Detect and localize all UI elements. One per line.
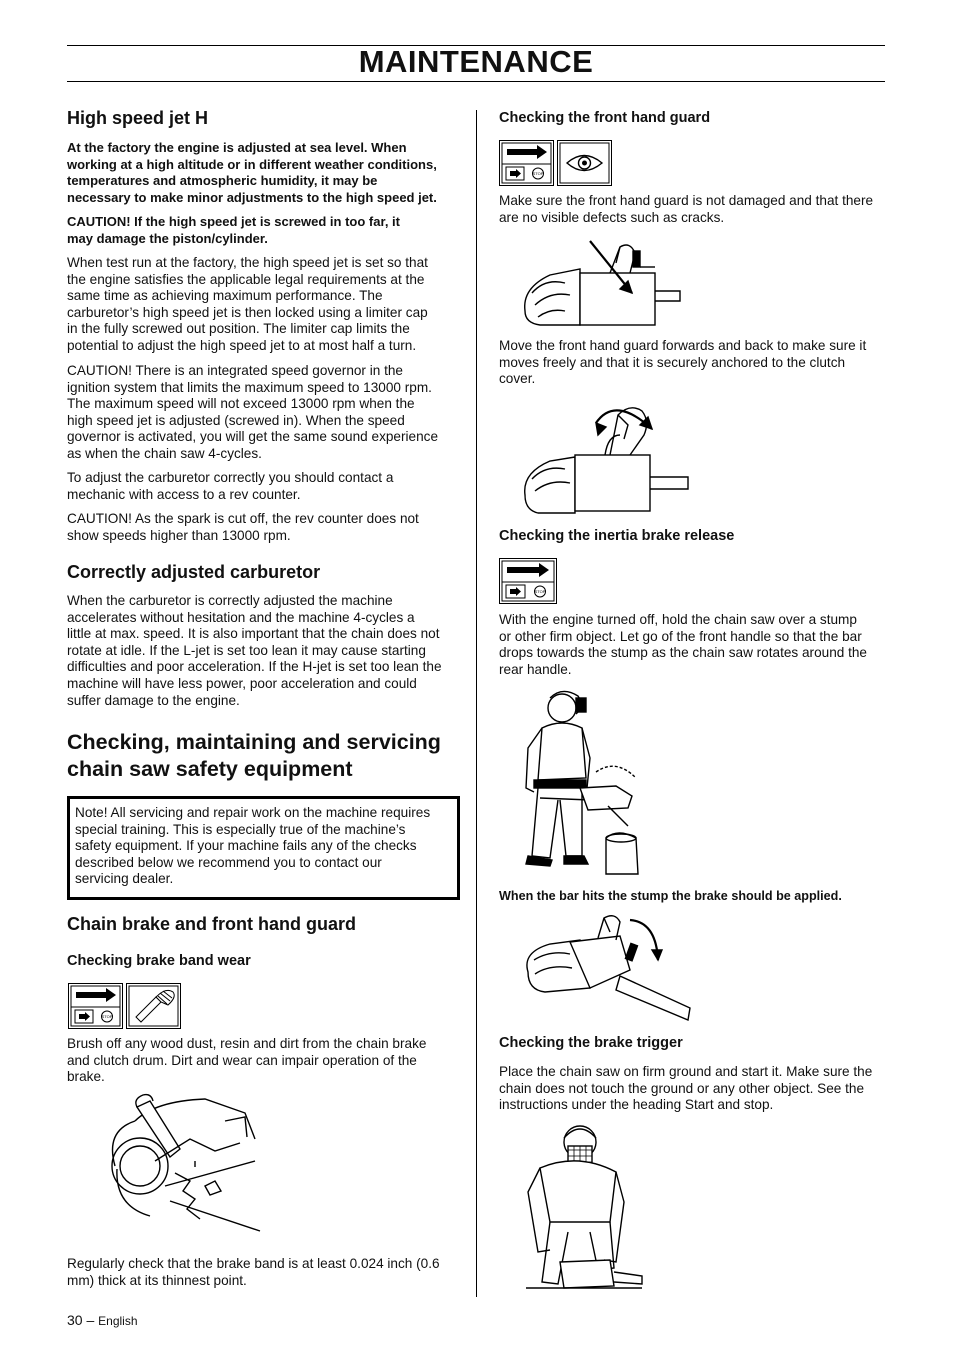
svg-text:STOP: STOP xyxy=(534,589,546,594)
brake-trigger-illustration xyxy=(520,1122,645,1292)
high-speed-paragraph-2: CAUTION! There is an integrated speed governor in the ignition system that limits the maximum speed to 13000 rpm. The maximum speed will not exceed 13000 rpm when the high speed jet is adjusted (screwed in). When the speed governor is activated, you will get the same sound experience as when the chain saw 4-cycles. xyxy=(67,363,439,461)
svg-text:STOP: STOP xyxy=(101,1014,113,1019)
front-guard-illustration xyxy=(520,233,685,328)
high-speed-paragraph-1: When test run at the factory, the high speed jet is set so that the engine satisfies the applicable legal requirements at the same time as achieving maximum performance. The carburetor’s high speed jet is then locked using a limiter cap in the fully screwed out position. The limiter cap limits the potential to adjust the high speed jet to at most half a turn. xyxy=(67,255,428,353)
heading-high-speed-jet: High speed jet H xyxy=(67,108,209,128)
arrow-stop-icon xyxy=(68,983,123,1029)
heading-brake-trigger: Checking the brake trigger xyxy=(499,1035,683,1051)
page-title: MAINTENANCE xyxy=(358,44,594,79)
brake-trigger-paragraph: Place the chain saw on firm ground and start it. Make sure the chain does not touch the ground or any other object. See the instructions under the heading Start and stop. xyxy=(499,1064,873,1113)
arrow-stop-icon xyxy=(499,140,554,186)
inertia-paragraph: With the engine turned off, hold the chain saw over a stump or other firm object. Let go of the front handle so that the bar drops towards the stump as the chain saw rotates around the rear handle. xyxy=(499,612,867,677)
high-speed-paragraph-3: To adjust the carburetor correctly you should contact a mechanic with access to a rev counter. xyxy=(67,470,394,502)
brush-icon xyxy=(126,983,181,1029)
svg-text:STOP: STOP xyxy=(532,171,544,176)
brake-band-illustration xyxy=(95,1091,265,1241)
front-guard-paragraph-2: Move the front hand guard forwards and back to make sure it moves freely and that it is securely anchored to the clutch cover. xyxy=(499,338,867,387)
subheading-brake-band-wear: Checking brake band wear xyxy=(67,953,251,969)
front-guard-movement-illustration xyxy=(520,395,690,515)
high-speed-caution: CAUTION! If the high speed jet is screwed in too far, it may damage the piston/cylinder. xyxy=(67,214,400,246)
eye-icon xyxy=(557,140,612,186)
brake-band-paragraph-2: Regularly check that the brake band is at least 0.024 inch (0.6 mm) thick at its thinnest point. xyxy=(67,1256,440,1288)
heading-carburetor: Correctly adjusted carburetor xyxy=(67,562,321,582)
note-box: Note! All servicing and repair work on the machine requires special training. This is especially true of the machine’s safety equipment. If your machine fails any of the checks described below we recommend you to contact our servicing dealer. xyxy=(67,796,460,900)
heading-front-hand-guard: Checking the front hand guard xyxy=(499,110,711,126)
front-guard-paragraph-1: Make sure the front hand guard is not damaged and that there are no visible defects such as cracks. xyxy=(499,193,874,225)
heading-safety-equipment: Checking, maintaining and servicing chain saw safety equipment xyxy=(67,730,441,781)
high-speed-intro: At the factory the engine is adjusted at sea level. When working at a high altitude or in different weather conditions, temperatures and atmospheric humidity, it may be necessary to make minor adjustments to the high speed jet. xyxy=(67,140,437,205)
heading-inertia-brake: Checking the inertia brake release xyxy=(499,528,735,544)
column-divider xyxy=(476,110,477,1297)
brake-applied-illustration xyxy=(520,912,695,1024)
high-speed-paragraph-4: CAUTION! As the spark is cut off, the rev counter does not show speeds higher than 13000 rpm. xyxy=(67,511,419,543)
inertia-caption: When the bar hits the stump the brake should be applied. xyxy=(499,889,842,903)
page-number: 30 – xyxy=(67,1312,95,1328)
carburetor-paragraph: When the carburetor is correctly adjusted the machine accelerates without hesitation and the machine 4-cycles a little at max. speed. It is also important that the chain does not rotate at idle. If the L-jet is set too lean it may cause starting difficulties and poor acceleration. If the H-jet is set too lean the machine will have less power, poor acceleration and could suffer damage to the engine. xyxy=(67,593,442,708)
arrow-stop-icon xyxy=(499,558,557,604)
heading-chain-brake: Chain brake and front hand guard xyxy=(67,914,357,934)
header-bottom-rule xyxy=(67,81,885,82)
page-footer xyxy=(67,1312,138,1328)
inertia-brake-illustration xyxy=(520,688,645,876)
footer-language: English xyxy=(98,1314,138,1328)
brake-band-paragraph-1: Brush off any wood dust, resin and dirt from the chain brake and clutch drum. Dirt and wear can impair operation of the brake. xyxy=(67,1036,427,1085)
